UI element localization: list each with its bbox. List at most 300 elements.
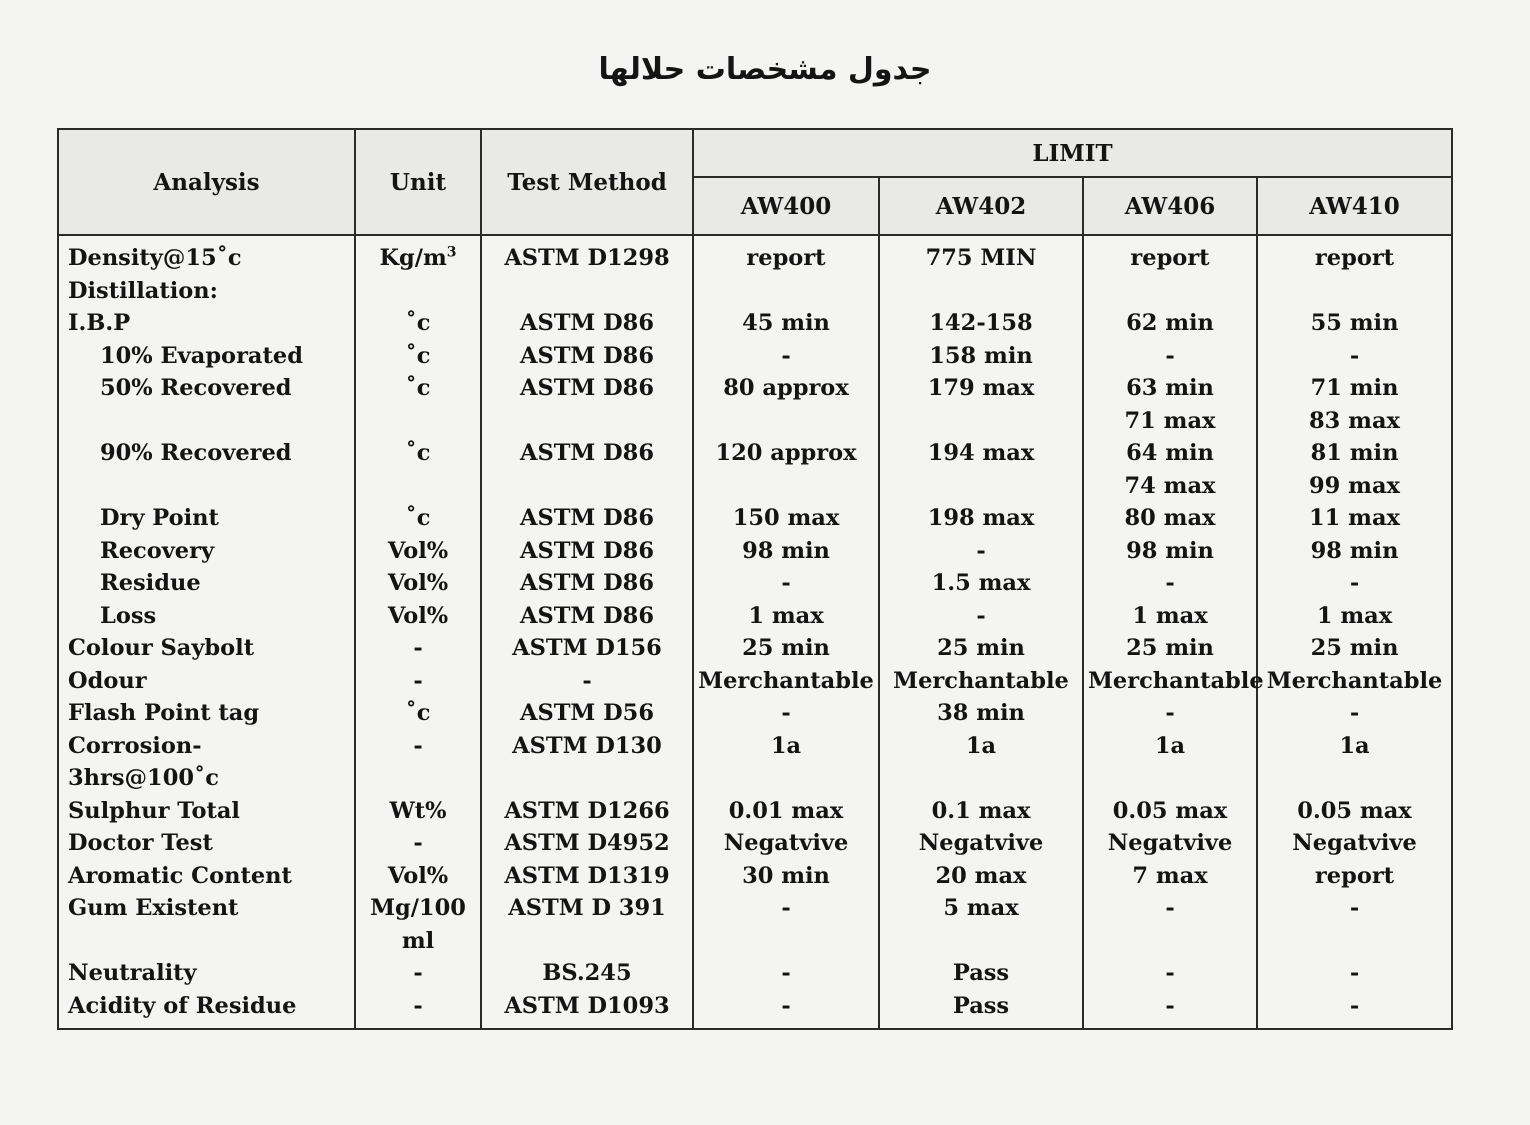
aw400-text: - [781,570,791,596]
aw406-text: - [1165,342,1175,369]
cell-aw410 [1257,235,1452,275]
table-row [58,957,1452,990]
method-text: ASTM D130 [512,732,662,759]
cell-aw400 [693,795,879,828]
cell-method [481,697,693,730]
cell-unit [355,470,481,503]
cell-aw410 [1257,827,1452,860]
aw402-text: 20 max [935,862,1027,889]
method-text: ASTM D1298 [504,245,670,271]
analysis-text: Gum Existent [68,895,239,921]
table-row [58,437,1452,470]
table-row [58,340,1452,373]
cell-unit [355,892,481,925]
cell-aw400 [693,307,879,340]
cell-analysis [58,275,355,308]
cell-aw402 [879,307,1083,340]
cell-aw402 [879,925,1083,958]
cell-aw410 [1257,470,1452,503]
cell-analysis [58,730,355,795]
analysis-text: Density@15˚c [68,245,242,271]
unit-text: ˚c [405,310,431,336]
cell-unit [355,795,481,828]
aw400-text: - [781,700,791,726]
aw400-text: 30 min [742,862,830,889]
cell-aw402 [879,665,1083,698]
cell-aw402 [879,405,1083,438]
cell-aw410 [1257,437,1452,470]
aw406-text: - [1165,895,1175,921]
aw402-text: 198 max [927,505,1035,531]
cell-method [481,827,693,860]
cell-aw402 [879,372,1083,405]
cell-aw410 [1257,307,1452,340]
solvent-spec-table-wrapper [57,128,1451,1030]
cell-aw410 [1257,730,1452,795]
cell-analysis [58,600,355,633]
cell-aw406 [1083,632,1257,665]
cell-aw400 [693,340,879,373]
cell-unit [355,275,481,308]
aw406-text: 1 max [1132,602,1208,629]
aw410-text: Negatvive [1292,830,1417,856]
unit-text: - [413,635,423,661]
cell-aw402 [879,470,1083,503]
aw400-text: 25 min [742,635,830,661]
cell-unit [355,827,481,860]
cell-analysis [58,535,355,568]
aw400-text: - [781,895,791,921]
cell-analysis [58,860,355,893]
header-test-method: Test Method [481,129,693,235]
cell-aw410 [1257,860,1452,893]
aw406-text: - [1165,570,1175,596]
aw400-text: 0.01 max [728,797,844,824]
cell-method [481,405,693,438]
analysis-text: Dry Point [100,505,219,531]
analysis-text: Flash Point tag [68,700,260,726]
method-text: ASTM D86 [519,375,654,401]
aw402-text: 194 max [927,440,1035,466]
unit-text: - [413,830,423,856]
aw410-text: 98 min [1310,537,1399,564]
cell-aw410 [1257,340,1452,373]
cell-aw406 [1083,892,1257,925]
cell-aw402 [879,567,1083,600]
cell-method [481,535,693,568]
table-row [58,665,1452,698]
cell-aw402 [879,437,1083,470]
aw400-text: 1a [770,732,802,759]
aw402-text: 5 max [943,895,1019,921]
aw410-text: - [1349,960,1360,986]
table-row [58,405,1452,438]
cell-aw406 [1083,437,1257,470]
aw406-text: 1a [1154,732,1186,759]
aw406-text: - [1165,700,1175,726]
cell-aw406 [1083,235,1257,275]
cell-aw406 [1083,502,1257,535]
analysis-text: 10% Evaporated [100,342,303,369]
aw406-text: 74 max [1124,472,1216,499]
cell-aw400 [693,827,879,860]
cell-aw410 [1257,697,1452,730]
cell-analysis [58,437,355,470]
cell-aw402 [879,275,1083,308]
analysis-text: 50% Recovered [100,375,292,401]
method-text: BS.245 [542,960,632,986]
method-text: ASTM D156 [512,635,662,661]
aw402-text: Pass [952,960,1010,986]
method-text: ASTM D86 [519,342,654,369]
cell-method [481,632,693,665]
cell-unit [355,535,481,568]
cell-unit [355,502,481,535]
aw410-text: 99 max [1309,472,1400,499]
cell-method [481,470,693,503]
cell-unit [355,340,481,373]
cell-method [481,730,693,795]
analysis-text: Aromatic Content [68,862,292,889]
aw402-text: 142-158 [929,310,1033,336]
cell-aw410 [1257,535,1452,568]
aw406-text: 7 max [1132,862,1208,889]
table-row [58,275,1452,308]
cell-aw402 [879,632,1083,665]
table-row [58,235,1452,275]
aw406-text: - [1165,992,1175,1019]
cell-analysis [58,470,355,503]
unit-text: ˚c [405,505,431,531]
analysis-text: Acidity of Residue [68,992,297,1019]
cell-method [481,600,693,633]
aw410-text: 11 max [1309,505,1400,531]
table-row [58,860,1452,893]
unit-text: Kg/m [379,245,447,271]
method-text: ASTM D1266 [504,797,670,824]
unit-text: ˚c [405,700,431,726]
analysis-text: Sulphur Total [68,797,240,824]
cell-aw406 [1083,405,1257,438]
method-text: ASTM D56 [519,700,654,726]
aw406-text: report [1130,245,1210,271]
table-row [58,990,1452,1030]
aw406-text: 0.05 max [1112,797,1228,824]
analysis-text: Odour [68,667,147,694]
header-analysis: Analysis [58,129,355,235]
method-text: ASTM D86 [519,440,654,466]
aw410-text: 81 min [1310,440,1399,466]
aw400-text: 45 min [742,310,830,336]
aw406-text: 62 min [1126,310,1214,336]
unit-text: ml [401,927,435,954]
aw406-text: 71 max [1124,407,1216,434]
cell-method [481,372,693,405]
aw406-text: 98 min [1126,537,1214,564]
cell-method [481,567,693,600]
cell-aw400 [693,730,879,795]
aw400-text: 98 min [742,537,830,564]
aw400-text: - [781,342,791,369]
aw400-text: - [781,992,791,1019]
cell-analysis [58,795,355,828]
aw400-text: Negatvive [723,830,849,856]
cell-aw402 [879,892,1083,925]
method-text: ASTM D1093 [504,992,670,1019]
aw410-text: - [1349,992,1360,1019]
cell-aw406 [1083,307,1257,340]
unit-text: Vol% [387,570,449,596]
cell-analysis [58,235,355,275]
table-row [58,372,1452,405]
method-text: ASTM D86 [519,310,654,336]
table-row [58,502,1452,535]
cell-aw402 [879,235,1083,275]
aw402-text: 38 min [937,700,1025,726]
cell-aw400 [693,372,879,405]
table-row [58,632,1452,665]
analysis-text: 90% Recovered [100,440,292,466]
cell-analysis [58,632,355,665]
cell-unit [355,665,481,698]
cell-aw406 [1083,730,1257,795]
aw402-text: 1a [965,732,997,759]
cell-aw402 [879,502,1083,535]
aw402-text: - [976,602,986,629]
cell-unit [355,860,481,893]
aw400-text: - [781,960,791,986]
cell-aw400 [693,600,879,633]
header-unit: Unit [355,129,481,235]
cell-aw406 [1083,925,1257,958]
cell-aw400 [693,925,879,958]
aw410-text: 0.05 max [1297,797,1412,824]
cell-aw402 [879,535,1083,568]
unit-text: - [413,667,423,694]
cell-aw402 [879,827,1083,860]
table-body [58,235,1452,1029]
unit-superscript: 3 [446,244,457,261]
cell-aw410 [1257,957,1452,990]
cell-aw406 [1083,860,1257,893]
aw402-text: 25 min [937,635,1025,661]
cell-aw400 [693,235,879,275]
cell-analysis [58,567,355,600]
method-text: ASTM D86 [519,505,654,531]
cell-unit [355,372,481,405]
aw406-text: - [1165,960,1175,986]
table-row [58,600,1452,633]
cell-aw406 [1083,795,1257,828]
cell-aw410 [1257,795,1452,828]
unit-text: Vol% [387,602,449,629]
aw402-text: Negatvive [918,830,1044,856]
cell-method [481,275,693,308]
unit-text: - [413,992,423,1019]
aw402-text: 0.1 max [931,797,1031,824]
aw406-text: 63 min [1126,375,1214,401]
aw400-text: 150 max [732,505,840,531]
analysis-text: Distillation: [68,277,218,304]
header-aw400: AW400 [693,177,879,235]
aw400-text: report [746,245,826,271]
unit-text: ˚c [405,375,431,401]
unit-text: Wt% [389,797,447,824]
unit-text: Vol% [387,537,449,564]
table-row [58,827,1452,860]
cell-aw406 [1083,470,1257,503]
page-title: جدول مشخصات حلالها [598,52,932,87]
cell-unit [355,567,481,600]
cell-analysis [58,665,355,698]
cell-aw400 [693,470,879,503]
aw410-text: report [1314,862,1395,889]
method-text: ASTM D86 [519,570,654,596]
table-row [58,925,1452,958]
cell-aw406 [1083,567,1257,600]
cell-aw400 [693,535,879,568]
cell-method [481,235,693,275]
header-aw402: AW402 [879,177,1083,235]
aw410-text: - [1349,570,1360,596]
aw406-text: Merchantable [1088,667,1264,694]
aw410-text: 71 min [1310,375,1399,401]
cell-method [481,502,693,535]
cell-aw410 [1257,372,1452,405]
table-row [58,567,1452,600]
aw410-text: - [1349,700,1360,726]
aw410-text: 83 max [1309,407,1400,434]
aw400-text: 120 approx [715,440,857,466]
cell-unit [355,925,481,958]
cell-analysis [58,892,355,925]
cell-aw400 [693,957,879,990]
cell-analysis [58,925,355,958]
cell-aw410 [1257,600,1452,633]
cell-aw410 [1257,925,1452,958]
cell-analysis [58,990,355,1030]
unit-text: ˚c [405,440,431,466]
cell-aw406 [1083,665,1264,698]
cell-analysis [58,307,355,340]
cell-analysis [58,957,355,990]
aw410-text: 1a [1339,732,1370,759]
aw402-text: 158 min [929,342,1033,369]
cell-aw406 [1083,957,1257,990]
aw410-text: - [1349,895,1360,921]
aw402-text: Merchantable [893,667,1069,694]
cell-unit [355,235,481,275]
unit-text: - [413,732,423,759]
cell-aw400 [693,275,879,308]
aw406-text: 25 min [1126,635,1214,661]
cell-aw400 [693,632,879,665]
cell-method [481,307,693,340]
cell-aw402 [879,730,1083,795]
cell-aw402 [879,340,1083,373]
cell-aw410 [1257,275,1452,308]
unit-text: Vol% [387,862,449,889]
cell-aw400 [693,665,879,698]
cell-aw410 [1257,665,1452,698]
cell-aw406 [1083,340,1257,373]
table-row [58,795,1452,828]
aw402-text: Pass [952,992,1010,1019]
method-text: ASTM D1319 [504,862,670,889]
cell-unit [355,697,481,730]
cell-method [481,860,693,893]
cell-aw400 [693,567,879,600]
cell-aw400 [693,990,879,1030]
cell-unit [355,405,481,438]
aw402-text: 775 MIN [925,245,1037,271]
cell-unit [355,437,481,470]
cell-aw406 [1083,990,1257,1030]
cell-aw406 [1083,275,1257,308]
method-text: ASTM D86 [519,602,654,629]
cell-method [481,437,693,470]
method-text: ASTM D4952 [504,830,670,856]
unit-text: ˚c [405,342,431,369]
cell-aw406 [1083,697,1257,730]
cell-unit [355,990,481,1030]
analysis-text: I.B.P [68,310,131,336]
aw402-text: - [976,537,986,564]
cell-aw406 [1083,600,1257,633]
analysis-text: Colour Saybolt [68,635,255,661]
cell-aw410 [1257,405,1452,438]
analysis-text: Doctor Test [68,830,213,856]
aw406-text: Negatvive [1107,830,1233,856]
table-row [58,535,1452,568]
table-row [58,730,1452,795]
analysis-text: Residue [100,570,201,596]
solvent-spec-table [57,128,1453,1030]
aw400-text: 1 max [748,602,824,629]
aw410-text: - [1349,342,1360,369]
cell-method [481,665,693,698]
cell-analysis [58,372,355,405]
cell-aw402 [879,990,1083,1030]
cell-analysis [58,827,355,860]
cell-analysis [58,697,355,730]
aw410-text: Merchantable [1266,667,1443,694]
aw410-text: report [1314,245,1395,271]
method-text: - [582,667,592,694]
cell-method [481,892,693,925]
cell-aw400 [693,892,879,925]
cell-aw400 [693,405,879,438]
cell-method [481,990,693,1030]
cell-aw402 [879,795,1083,828]
cell-aw400 [693,860,879,893]
table-row [58,697,1452,730]
cell-method [481,795,693,828]
table-row [58,892,1452,925]
cell-aw400 [693,697,879,730]
cell-aw400 [693,437,879,470]
cell-method [481,340,693,373]
aw410-text: 55 min [1310,310,1399,336]
aw406-text: 80 max [1124,505,1216,531]
cell-aw402 [879,957,1083,990]
method-text: ASTM D86 [519,537,654,564]
cell-method [481,925,693,958]
aw410-text: 25 min [1310,635,1399,661]
cell-unit [355,600,481,633]
cell-unit [355,730,481,795]
cell-aw402 [879,600,1083,633]
